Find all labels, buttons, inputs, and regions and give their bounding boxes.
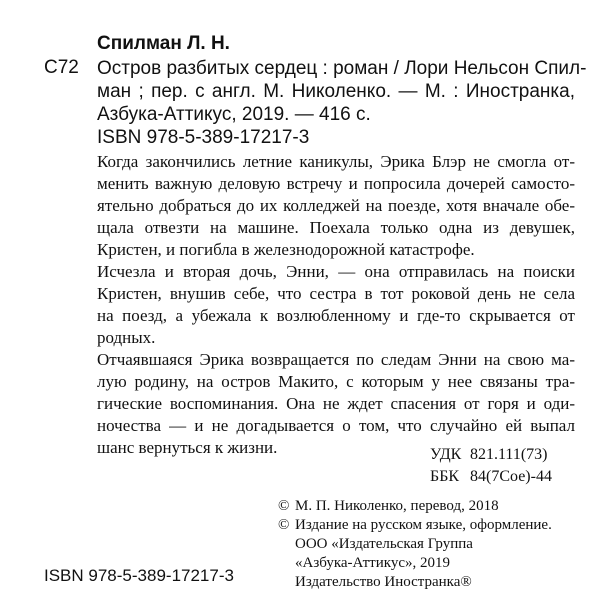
copyright-icon: © bbox=[278, 517, 290, 533]
udk-value: 821.111(73) bbox=[470, 446, 548, 463]
copyright-translation-text: М. П. Николенко, перевод, 2018 bbox=[295, 498, 499, 514]
annotation-p3-line-3: гические воспоминания. Она не ждет спасения от горя и оди- bbox=[97, 394, 575, 413]
author-heading: Спилман Л. Н. bbox=[97, 33, 230, 54]
annotation-p2-line-4: родных. bbox=[97, 328, 156, 347]
annotation-p3-line-4: ночества — и не догадывается о том, что случайно ей выпал bbox=[97, 416, 575, 435]
annotation-p1-line-1: Когда закончились летние каникулы, Эрика Блэр не смогла от- bbox=[97, 152, 575, 171]
author-mark-code: С72 bbox=[44, 57, 79, 78]
copyright-edition-text: Издание на русском языке, оформление. bbox=[295, 517, 552, 533]
annotation-p2-line-2: Кристен, внушив себе, что сестра в тот роковой день не села bbox=[97, 284, 575, 303]
annotation-p3-line-5: шанс вернуться к жизни. bbox=[97, 438, 278, 457]
copyright-icon: © bbox=[278, 498, 290, 514]
copyright-edition bbox=[278, 516, 552, 535]
annotation-p3-line-1: Отчаявшаяся Эрика возвращается по следам Энни на свою ма- bbox=[97, 350, 575, 369]
publisher-line-2: «Азбука-Аттикус», 2019 bbox=[295, 555, 450, 571]
isbn-header: ISBN 978-5-389-17217-3 bbox=[97, 127, 310, 148]
bbk-label: ББК bbox=[430, 468, 460, 485]
title-line-2: ман ; пер. с англ. М. Николенко. — М. : Иностранка, bbox=[97, 81, 575, 102]
annotation-p2-line-3: на поезд, а убежала к возлюбленному и где-то скрывается от bbox=[97, 306, 575, 325]
copyright-translation bbox=[278, 497, 499, 516]
isbn-footer: ISBN 978-5-389-17217-3 bbox=[44, 566, 234, 585]
annotation-p2-line-1: Исчезла и вторая дочь, Энни, — она отправилась на поиски bbox=[97, 262, 575, 281]
annotation-p1-line-4: щала отвезти на машине. Поехала только одна из девушек, bbox=[97, 218, 575, 237]
publisher-line-1: ООО «Издательская Группа bbox=[295, 536, 473, 552]
title-line-1: Остров разбитых сердец : роман / Лори Нельсон Спил- bbox=[97, 58, 587, 79]
annotation-p1-line-3: ятельно добраться до их колледжей на поезде, хотя вначале обе- bbox=[97, 196, 575, 215]
annotation-p1-line-5: Кристен, и погибла в железнодорожной катастрофе. bbox=[97, 240, 475, 259]
title-line-3: Азбука-Аттикус, 2019. — 416 с. bbox=[97, 104, 371, 125]
publisher-line-3: Издательство Иностранка® bbox=[295, 574, 472, 590]
annotation-p3-line-2: лую родину, на остров Макито, с которым у нее связаны тра- bbox=[97, 372, 575, 391]
annotation-p1-line-2: менить важную деловую встречу и попросила дочерей самосто- bbox=[97, 174, 575, 193]
bbk-value: 84(7Сое)-44 bbox=[470, 468, 552, 485]
udk-label: УДК bbox=[430, 446, 462, 463]
